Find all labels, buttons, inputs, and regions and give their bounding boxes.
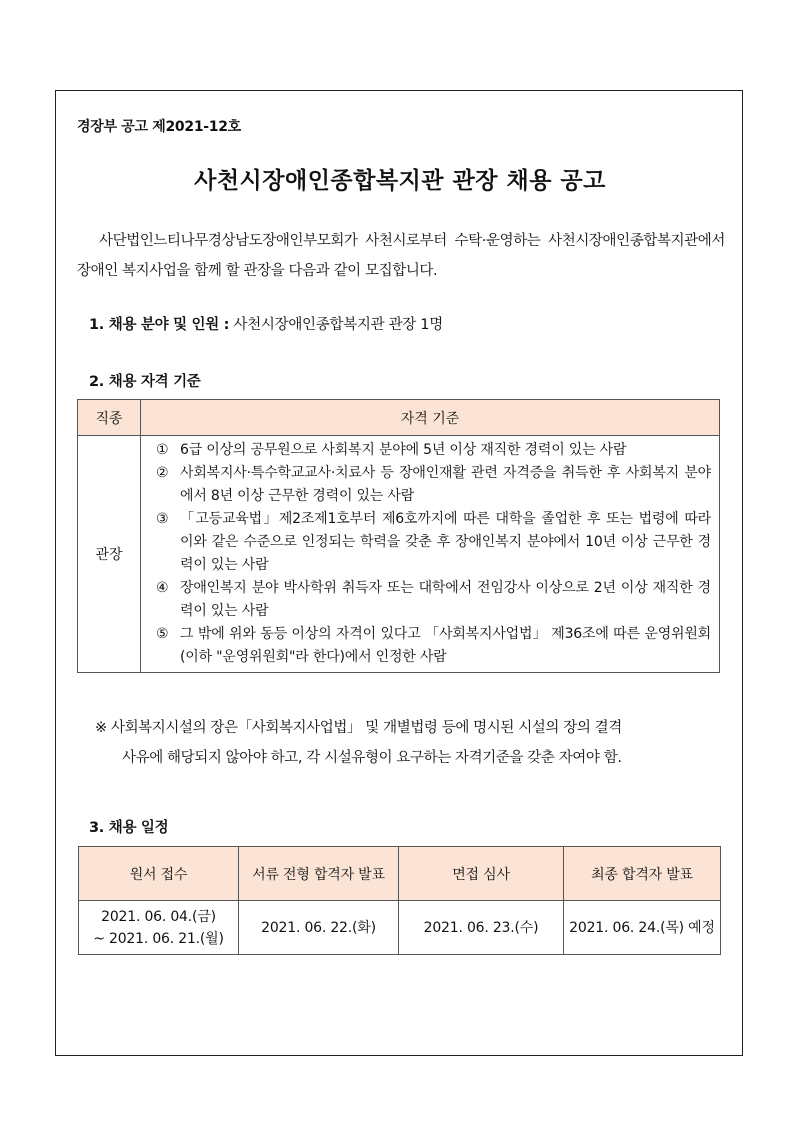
document-result-date: 2021. 06. 22.(화) (239, 901, 399, 955)
criteria-item (156, 577, 711, 623)
header-criteria: 자격 기준 (141, 400, 720, 436)
note-line-2: 사유에 해당되지 않아야 하고, 각 시설유형이 요구하는 자격기준을 갖춘 자여야 함. (122, 750, 622, 766)
header-application: 원서 접수 (79, 847, 239, 901)
section-3-heading: 3. 채용 일정 (89, 820, 169, 836)
criteria-text: 6급 이상의 공무원으로 사회복지 분야에 5년 이상 재직한 경력이 있는 사람 (180, 442, 627, 458)
job-type-cell: 관장 (78, 436, 141, 673)
section-1 (89, 313, 443, 334)
criteria-number: ⑤ (156, 626, 169, 642)
intro-paragraph: 사단법인느티나무경상남도장애인부모회가 사천시로부터 수탁·운영하는 사천시장애인종합복지관에서 장애인 복지사업을 함께 할 관장을 다음과 같이 모집합니다. (77, 233, 725, 279)
header-final-result: 최종 합격자 발표 (564, 847, 721, 901)
schedule-header-row (79, 847, 721, 901)
criteria-number: ② (156, 465, 169, 481)
schedule-table (78, 846, 721, 955)
qualification-note (95, 713, 735, 773)
application-period-cell (79, 901, 239, 955)
criteria-item (156, 623, 711, 669)
header-job-type: 직종 (78, 400, 141, 436)
section-1-value: 사천시장애인종합복지관 관장 1명 (233, 317, 443, 333)
schedule-date-row (79, 901, 721, 955)
qualification-header-row (78, 400, 720, 436)
header-interview: 면접 심사 (399, 847, 564, 901)
criteria-number: ① (156, 442, 169, 458)
criteria-cell (141, 436, 720, 673)
final-result-date: 2021. 06. 24.(목) 예정 (564, 901, 721, 955)
criteria-item (156, 439, 711, 462)
criteria-item (156, 462, 711, 508)
criteria-text: 그 밖에 위와 동등 이상의 자격이 있다고 「사회복지사업법」 제36조에 따른 운영위원회(이하 "운영위원회"라 한다)에서 인정한 사람 (180, 626, 711, 665)
criteria-text: 장애인복지 분야 박사학위 취득자 또는 대학에서 전임강사 이상으로 2년 이상 재직한 경력이 있는 사람 (180, 580, 711, 619)
section-1-heading: 1. 채용 분야 및 인원 : (89, 317, 230, 333)
criteria-text: 「고등교육법」제2조제1호부터 제6호까지에 따른 대학을 졸업한 후 또는 법령에 따라 이와 같은 수준으로 인정되는 학력을 갖춘 후 장애인복지 분야에서 10년 이상 근무한 경력이 있는 사람 (180, 511, 711, 573)
criteria-text: 사회복지사·특수학교교사·치료사 등 장애인재활 관련 자격증을 취득한 후 사회복지 분야에서 8년 이상 근무한 경력이 있는 사람 (180, 465, 711, 504)
interview-date: 2021. 06. 23.(수) (399, 901, 564, 955)
qualification-row (78, 436, 720, 673)
page-title: 사천시장애인종합복지관 관장 채용 공고 (194, 168, 606, 194)
qualification-table (77, 399, 720, 673)
criteria-number: ④ (156, 580, 169, 596)
application-end: ~ 2021. 06. 21.(월) (93, 930, 224, 947)
note-line-1: ※ 사회복지시설의 장은「사회복지사업법」 및 개별법령 등에 명시된 시설의 장의 결격 (95, 720, 622, 736)
criteria-item (156, 508, 711, 577)
section-2-heading: 2. 채용 자격 기준 (89, 374, 201, 390)
notice-number: 경장부 공고 제2021-12호 (77, 119, 241, 135)
application-start: 2021. 06. 04.(금) (101, 908, 216, 925)
header-document-result: 서류 전형 합격자 발표 (239, 847, 399, 901)
criteria-number: ③ (156, 511, 169, 527)
